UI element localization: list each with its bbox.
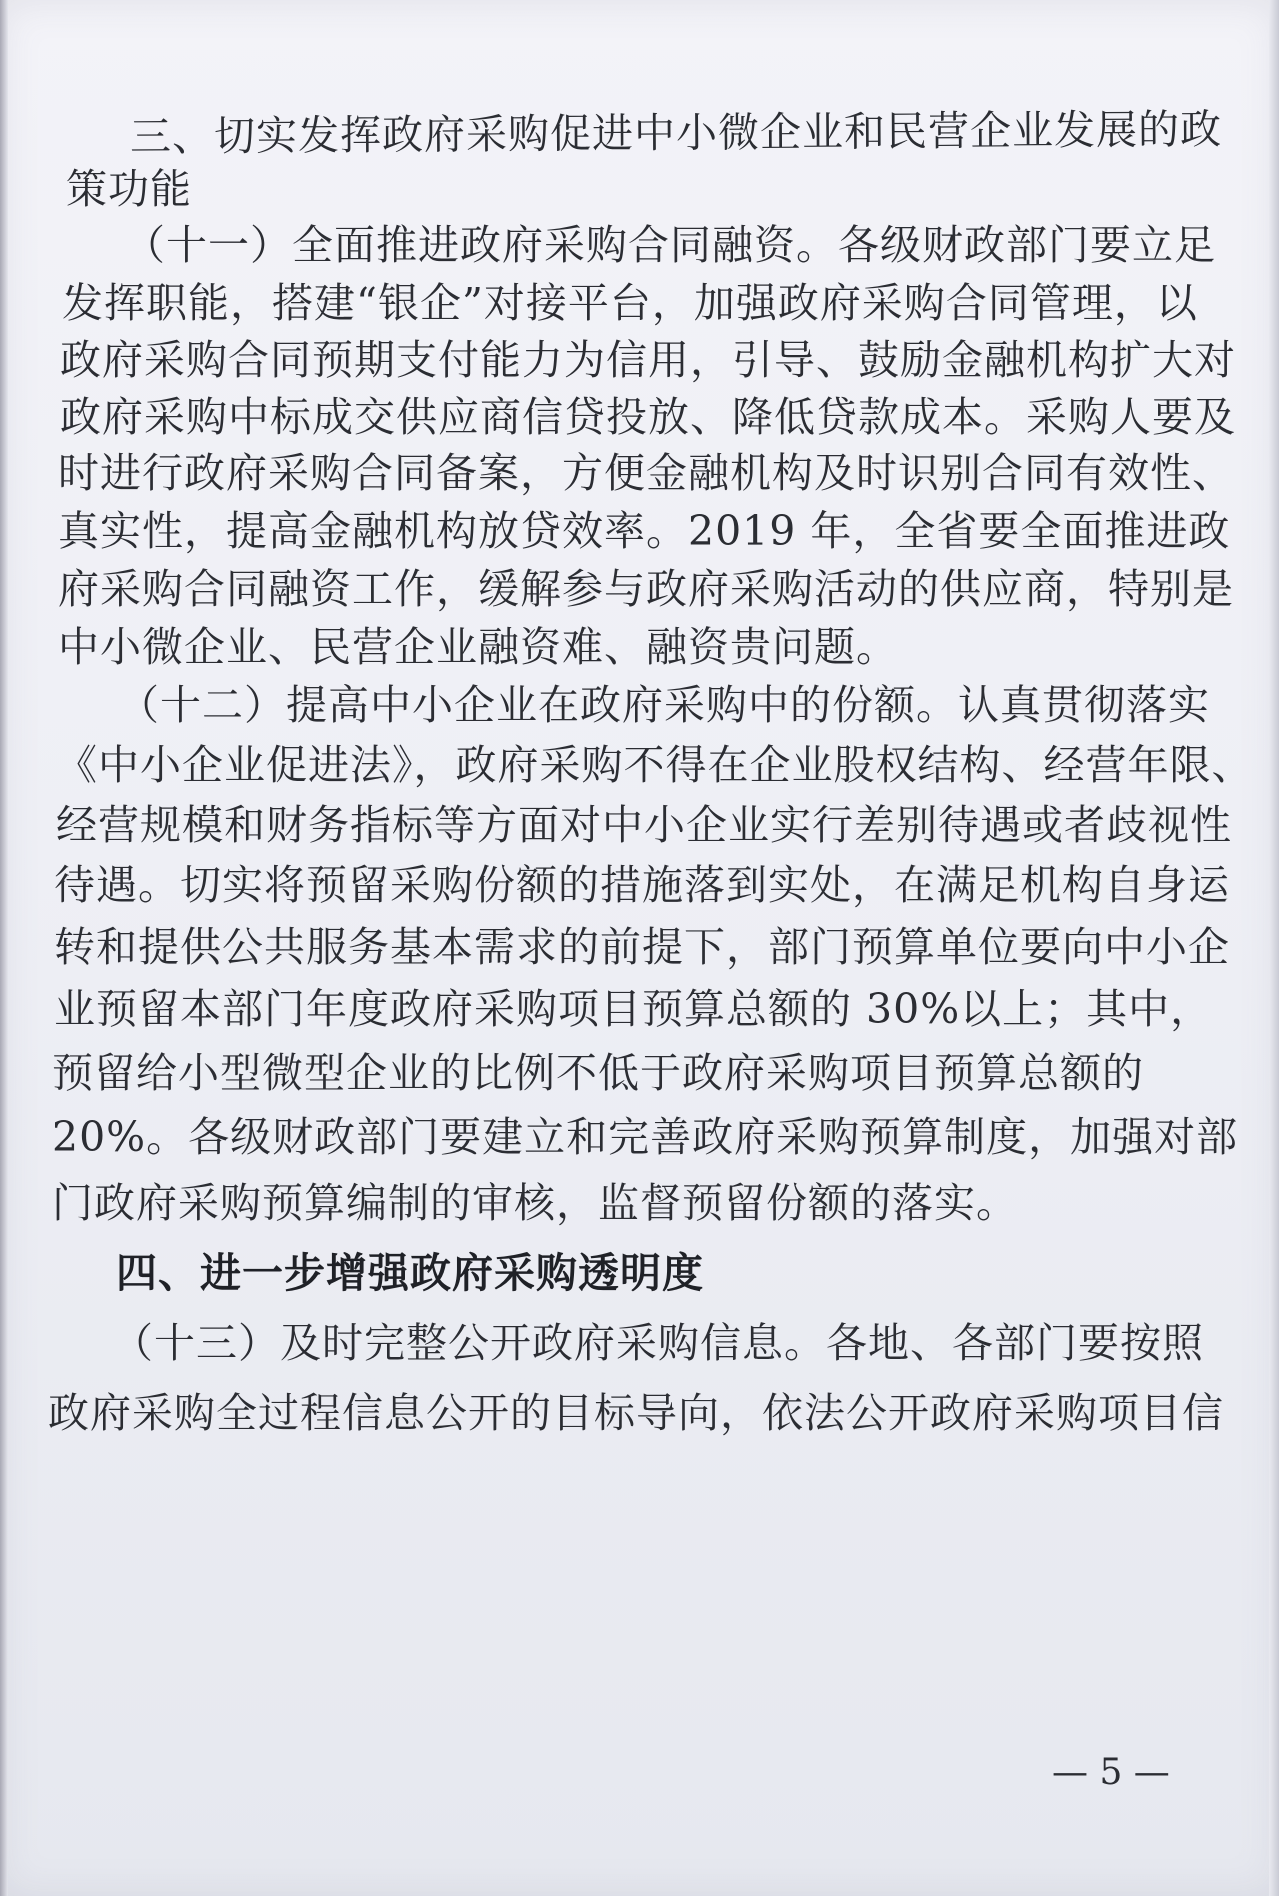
section-heading-3-line-1: 三、切实发挥政府采购促进中小微企业和民营企业发展的政 [129, 105, 1223, 161]
page-left-edge [0, 0, 8, 1896]
section-heading-4: 四、进一步增强政府采购透明度 [116, 1249, 704, 1297]
section-heading-3-line-2: 策功能 [66, 165, 192, 213]
paragraph-11-line-8: 中小微企业、民营企业融资难、融资贵问题。 [58, 623, 898, 671]
paragraph-11-line-5: 时进行政府采购合同备案，方便金融机构及时识别合同有效性、 [58, 449, 1234, 497]
page-number: — 5 — [1052, 1752, 1170, 1793]
paragraph-13-line-2: 政府采购全过程信息公开的目标导向，依法公开政府采购项目信 [48, 1389, 1224, 1437]
paragraph-12-line-2: 《中小企业促进法》，政府采购不得在企业股权结构、经营年限、 [56, 741, 1254, 789]
paragraph-11-line-2: 发挥职能，搭建“银企”对接平台，加强政府采购合同管理，以 [62, 279, 1198, 327]
paragraph-12-line-7: 预留给小型微型企业的比例不低于政府采购项目预算总额的 [52, 1049, 1144, 1097]
paragraph-11-line-1: （十一）全面推进政府采购合同融资。各级财政部门要立足 [124, 221, 1216, 269]
paragraph-13-line-1: （十三）及时完整公开政府采购信息。各地、各部门要按照 [112, 1319, 1204, 1367]
paragraph-12-line-8: 20%。各级财政部门要建立和完善政府采购预算制度，加强对部 [52, 1113, 1239, 1161]
paragraph-11-line-3: 政府采购合同预期支付能力为信用，引导、鼓励金融机构扩大对 [60, 336, 1236, 384]
paragraph-12-line-4: 待遇。切实将预留采购份额的措施落到实处，在满足机构自身运 [54, 861, 1230, 909]
paragraph-12-line-3: 经营规模和财务指标等方面对中小企业实行差别待遇或者歧视性 [56, 801, 1232, 849]
paragraph-11-line-4: 政府采购中标成交供应商信贷投放、降低贷款成本。采购人要及 [60, 393, 1236, 441]
paragraph-12-line-5: 转和提供公共服务基本需求的前提下，部门预算单位要向中小企 [54, 923, 1230, 971]
paragraph-12-line-9: 门政府采购预算编制的审核，监督预留份额的落实。 [52, 1179, 1018, 1227]
paragraph-12-line-1: （十二）提高中小企业在政府采购中的份额。认真贯彻落实 [118, 681, 1210, 729]
paragraph-12-line-6: 业预留本部门年度政府采购项目预算总额的 30%以上；其中， [54, 985, 1213, 1033]
page-right-edge [1269, 0, 1279, 1896]
paragraph-11-line-7: 府采购合同融资工作，缓解参与政府采购活动的供应商，特别是 [58, 565, 1234, 613]
paragraph-11-line-6: 真实性，提高金融机构放贷效率。2019 年，全省要全面推进政 [58, 507, 1231, 555]
